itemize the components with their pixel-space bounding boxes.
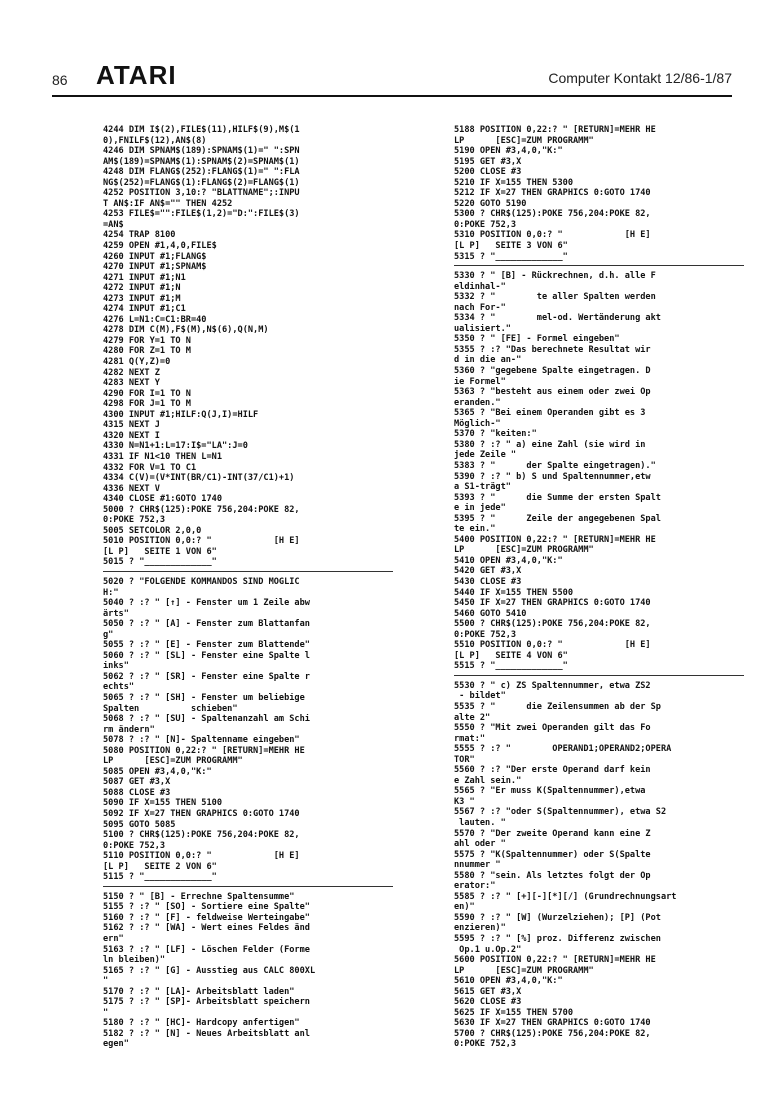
code-line: 5420 GET #3,X [454,566,522,577]
code-line: 5050 ? :? " [A] - Fenster zum Blattanfan [103,619,310,630]
code-line: 4300 INPUT #1;HILF:Q(J,I)=HILF [103,409,259,420]
code-line: rm ändern" [103,724,155,735]
code-line: ahl oder " [454,839,506,850]
code-line: ärts" [103,608,129,619]
code-line: 5087 GET #3,X [103,777,171,788]
code-line: 5100 ? CHR$(125):POKE 756,204:POKE 82, [103,830,300,841]
code-line: [L P] SEITE 3 VON 6" [454,241,568,252]
code-line: 4273 INPUT #1;M [103,293,181,304]
code-line: - bildet" [454,691,506,702]
code-line: 5315 ? "_____________" [454,251,568,262]
code-line: 5065 ? :? " [SH] - Fenster um beliebige [103,692,305,703]
code-line: 5610 OPEN #3,4,0,"K:" [454,976,563,987]
code-line: 5175 ? :? " [SP]- Arbeitsblatt speichern [103,997,310,1008]
code-line: LP [ESC]=ZUM PROGRAMM" [103,756,243,767]
code-line: erator:" [454,881,496,892]
code-line: 5393 ? " die Summe der ersten Spalt [454,492,661,503]
code-line: 4259 OPEN #1,4,0,FILE$ [103,241,217,252]
code-line: 4330 N=N1+1:L=17:I$="LA":J=0 [103,441,248,452]
code-line: [L P] SEITE 4 VON 6" [454,650,568,661]
code-line: 5530 ? " c) ZS Spaltennummer, etwa ZS2 [454,680,651,691]
code-line: 5620 CLOSE #3 [454,997,522,1008]
code-line: 5567 ? :? "oder S(Spaltennummer), etwa S2 [454,807,667,818]
code-line: 5395 ? " Zeile der angegebenen Spal [454,513,661,524]
code-line: Spalten schieben" [103,703,238,714]
code-line: 5010 POSITION 0,0:? " [H E] [103,536,300,547]
code-line: 5363 ? "besteht aus einem oder zwei Op [454,387,651,398]
code-line: enzieren)" [454,923,506,934]
code-line: [L P] SEITE 2 VON 6" [103,861,217,872]
code-line: 5440 IF X=155 THEN 5500 [454,587,573,598]
code-line: 5160 ? :? " [F] - feldweise Werteingabe" [103,912,310,923]
code-line: egen" [103,1039,129,1050]
code-line: 5155 ? :? " [SO] - Sortiere eine Spalte" [103,902,310,913]
code-line: 5220 GOTO 5190 [454,198,527,209]
code-line: 4260 INPUT #1;FLANG$ [103,251,207,262]
code-line: 5625 IF X=155 THEN 5700 [454,1007,573,1018]
code-line: 4290 FOR I=1 TO N [103,388,191,399]
code-line: d in die an-" [454,355,522,366]
listing-right-column [454,125,744,1050]
code-line: eranden." [454,397,501,408]
code-line: " [103,976,109,987]
code-line: 5212 IF X=27 THEN GRAPHICS 0:GOTO 1740 [454,188,651,199]
code-line: LP [ESC]=ZUM PROGRAMM" [454,965,594,976]
header-rule [52,95,732,97]
code-line: 5092 IF X=27 THEN GRAPHICS 0:GOTO 1740 [103,809,300,819]
code-line: =AN$ [103,219,124,230]
code-line: 5510 POSITION 0,0:? " [H E] [454,640,651,651]
code-line: 5400 POSITION 0,22:? " [RETURN]=MEHR HE [454,534,656,545]
code-line: nach For-" [454,302,506,313]
code-line: echts" [103,682,135,693]
code-line: K3 " [454,796,475,807]
code-line: " [103,1007,109,1018]
code-line: 5700 ? CHR$(125):POKE 756,204:POKE 82, [454,1028,651,1039]
code-line: e Zahl sein." [454,775,522,786]
code-line: 4332 FOR V=1 TO C1 [103,462,197,473]
code-line: 5310 POSITION 0,0:? " [H E] [454,230,651,241]
code-line: ualisiert." [454,323,511,334]
code-line: 5383 ? " der Spalte eingetragen)." [454,460,656,471]
code-line: 5550 ? "Mit zwei Operanden gilt das Fo [454,723,651,734]
code-line: jede Zeile " [454,450,517,461]
code-line: 5090 IF X=155 THEN 5100 [103,798,222,809]
code-line: 4254 TRAP 8100 [103,230,176,241]
code-line: 4276 L=N1:C=C1:BR=40 [103,314,207,325]
code-line: 5040 ? :? " [↑] - Fenster um 1 Zeile abw [103,598,310,609]
code-line: 5085 OPEN #3,4,0,"K:" [103,766,212,777]
code-line: 4280 FOR Z=1 TO M [103,346,191,357]
code-line: 5410 OPEN #3,4,0,"K:" [454,555,563,566]
code-line: 4246 DIM SPNAM$(189):SPNAM$(1)=" ":SPN [103,146,300,157]
code-line: 4331 IF N1<10 THEN L=N1 [103,451,222,462]
code-line: 4252 POSITION 3,10:? "BLATTNAME";:INPU [103,188,300,199]
code-line: 5182 ? :? " [N] - Neues Arbeitsblatt anl [103,1028,310,1039]
code-line: 5334 ? " mel-od. Wertänderung akt [454,313,661,324]
code-line: 0:POKE 752,3 [103,840,166,851]
code-line: 4244 DIM I$(2),FILE$(11),HILF$(9),M$(1 [103,125,300,135]
code-line: 5330 ? " [B] - Rückrechnen, d.h. alle F [454,271,656,282]
issue-info: Computer Kontakt 12/86-1/87 [548,70,732,86]
code-line: te ein." [454,524,496,535]
code-line: eldinhal-" [454,281,506,292]
code-line: AM$(189)=SPNAM$(1):SPNAM$(2)=SPNAM$(1) [103,156,300,167]
code-line: g" [103,629,114,640]
code-line: 5080 POSITION 0,22:? " [RETURN]=MEHR HE [103,745,305,756]
listing-left-column [103,125,393,1050]
code-line: 5585 ? :? " [+][-][*][/] (Grundrechnungsart [454,891,677,902]
code-line: 0:POKE 752,3 [454,629,517,640]
code-line: 5360 ? "gegebene Spalte eingetragen. D [454,366,651,377]
code-line: 0),FNILF$(12),AN$(8) [103,135,207,146]
code-line: ern" [103,934,124,945]
code-line: 5062 ? :? " [SR] - Fenster eine Spalte r [103,671,310,682]
code-line: 4271 INPUT #1;N1 [103,272,186,283]
code-line: e in jede" [454,503,506,514]
code-line: 5535 ? " die Zeilensummen ab der Sp [454,701,661,712]
code-line: nnummer " [454,860,501,871]
code-line: 5078 ? :? " [N]- Spaltenname eingeben" [103,735,300,746]
page-header [52,62,732,92]
code-line: 5165 ? :? " [G] - Ausstieg aus CALC 800XL [103,965,316,976]
code-line: ln bleiben)" [103,955,166,966]
code-line: 4320 NEXT I [103,430,160,441]
code-line: 4298 FOR J=1 TO M [103,399,191,410]
code-line: 5460 GOTO 5410 [454,608,527,619]
code-line: [L P] SEITE 1 VON 6" [103,546,217,557]
page-number: 86 [52,72,68,88]
code-line: NG$(252)=FLANG$(1):FLANG$(2)=FLANG$(1) [103,177,300,188]
code-line: H:" [103,587,119,598]
code-line: inks" [103,661,129,672]
code-line: 5055 ? :? " [E] - Fenster zum Blattende" [103,640,310,651]
code-line: 5500 ? CHR$(125):POKE 756,204:POKE 82, [454,619,651,630]
code-line: 5015 ? "_____________" [103,557,217,568]
code-line: Möglich-" [454,418,501,429]
code-line: 5615 GET #3,X [454,986,522,997]
code-line: 4340 CLOSE #1:GOTO 1740 [103,494,222,505]
code-line: 4283 NEXT Y [103,378,160,389]
code-line: 5600 POSITION 0,22:? " [RETURN]=MEHR HE [454,955,656,966]
code-line: 5088 CLOSE #3 [103,787,171,798]
code-line: 4282 NEXT Z [103,367,160,378]
code-line: 5190 OPEN #3,4,0,"K:" [454,146,563,157]
brand-title: ATARI [96,60,177,90]
code-line: 5380 ? :? " a) eine Zahl (sie wird in [454,439,646,450]
code-line: 4336 NEXT V [103,483,160,494]
code-line: 5162 ? :? " [WA] - Wert eines Feldes änd [103,923,310,934]
code-line: 5000 ? CHR$(125):POKE 756,204:POKE 82, [103,504,300,515]
code-line: 5005 SETCOLOR 2,0,0 [103,525,202,536]
code-line: 4248 DIM FLANG$(252):FLANG$(1)=" ":FLA [103,167,300,178]
code-line: 5555 ? :? " OPERAND1;OPERAND2;OPERA [454,744,672,755]
code-line: T AN$:IF AN$="" THEN 4252 [103,198,233,209]
code-line: LP [ESC]=ZUM PROGRAMM" [454,135,594,146]
code-line: 5195 GET #3,X [454,156,522,167]
code-line: 5188 POSITION 0,22:? " [RETURN]=MEHR HE [454,125,656,135]
code-line: 5575 ? "K(Spaltennummer) oder S(Spalte [454,849,651,860]
code-line: 5180 ? :? " [HC]- Hardcopy anfertigen" [103,1018,300,1029]
code-line: 4278 DIM C(M),F$(M),N$(6),Q(N,M) [103,325,269,336]
code-line: 5630 IF X=27 THEN GRAPHICS 0:GOTO 1740 [454,1018,651,1029]
code-line: 5170 ? :? " [LA]- Arbeitsblatt laden" [103,986,295,997]
code-line: 4279 FOR Y=1 TO N [103,335,191,346]
code-line: 5200 CLOSE #3 [454,167,522,178]
code-line: 5570 ? "Der zweite Operand kann eine Z [454,828,651,839]
code-line: 4253 FILE$="":FILE$(1,2)="D:":FILE$(3) [103,209,300,220]
code-line: 5350 ? " [FE] - Formel eingeben" [454,334,620,345]
code-line: Op.1 u.Op.2" [454,944,522,955]
code-line: 5110 POSITION 0,0:? " [H E] [103,851,300,862]
code-line: 5365 ? "Bei einem Operanden gibt es 3 [454,408,646,419]
code-line: 5210 IF X=155 THEN 5300 [454,177,573,188]
code-line: 5068 ? :? " [SU] - Spaltenanzahl am Schi [103,714,310,725]
code-line: 5560 ? :? "Der erste Operand darf kein [454,765,651,776]
code-line: 5370 ? "keiten:" [454,429,537,440]
code-line: 0:POKE 752,3 [454,219,517,230]
code-line: 4334 C(V)=(V*INT(BR/C1)-INT(37/C1)+1) [103,473,295,484]
code-line: 5163 ? :? " [LF] - Löschen Felder (Forme [103,944,310,955]
code-line: 4270 INPUT #1;SPNAM$ [103,262,207,273]
code-line: 5430 CLOSE #3 [454,576,522,587]
code-line: 5515 ? "_____________" [454,661,568,672]
code-line: 5150 ? " [B] - Errechne Spaltensumme" [103,891,295,902]
code-line: LP [ESC]=ZUM PROGRAMM" [454,545,594,556]
code-line: TOR" [454,754,475,765]
code-line: 5355 ? :? "Das berechnete Resultat wir [454,344,651,355]
code-line: 0:POKE 752,3 [103,515,166,526]
code-line: 5300 ? CHR$(125):POKE 756,204:POKE 82, [454,209,651,220]
code-line: 5095 GOTO 5085 [103,819,176,830]
code-line: 5565 ? "Er muss K(Spaltennummer),etwa [454,786,646,797]
code-line: 4281 Q(Y,Z)=0 [103,357,171,368]
code-line: 5450 IF X=27 THEN GRAPHICS 0:GOTO 1740 [454,598,651,609]
code-line: 4274 INPUT #1;C1 [103,304,186,315]
code-line: 4315 NEXT J [103,420,160,431]
code-line: lauten. " [454,818,506,828]
code-line: rmat:" [454,733,486,744]
code-line: 5390 ? :? " b) S und Spaltennummer,etw [454,471,651,482]
code-line: 5020 ? "FOLGENDE KOMMANDOS SIND MÖGLIC [103,576,300,587]
code-line: en)" [454,902,475,913]
code-line: ie Formel" [454,376,506,387]
code-line: 5590 ? :? " [W] (Wurzelziehen); [P] (Pot [454,912,661,923]
code-line: 0:POKE 752,3 [454,1039,517,1050]
code-line: 5060 ? :? " [SL] - Fenster eine Spalte l [103,650,310,661]
code-line: 5580 ? "sein. Als letztes folgt der Op [454,870,651,881]
code-line: 5115 ? "_____________" [103,872,217,883]
code-line: 5332 ? " te aller Spalten werden [454,292,656,303]
code-line: a S1-trägt" [454,482,511,493]
code-line: 5595 ? :? " [%] proz. Differenz zwischen [454,934,661,945]
code-line: alte 2" [454,712,491,723]
code-line: 4272 INPUT #1;N [103,283,181,294]
